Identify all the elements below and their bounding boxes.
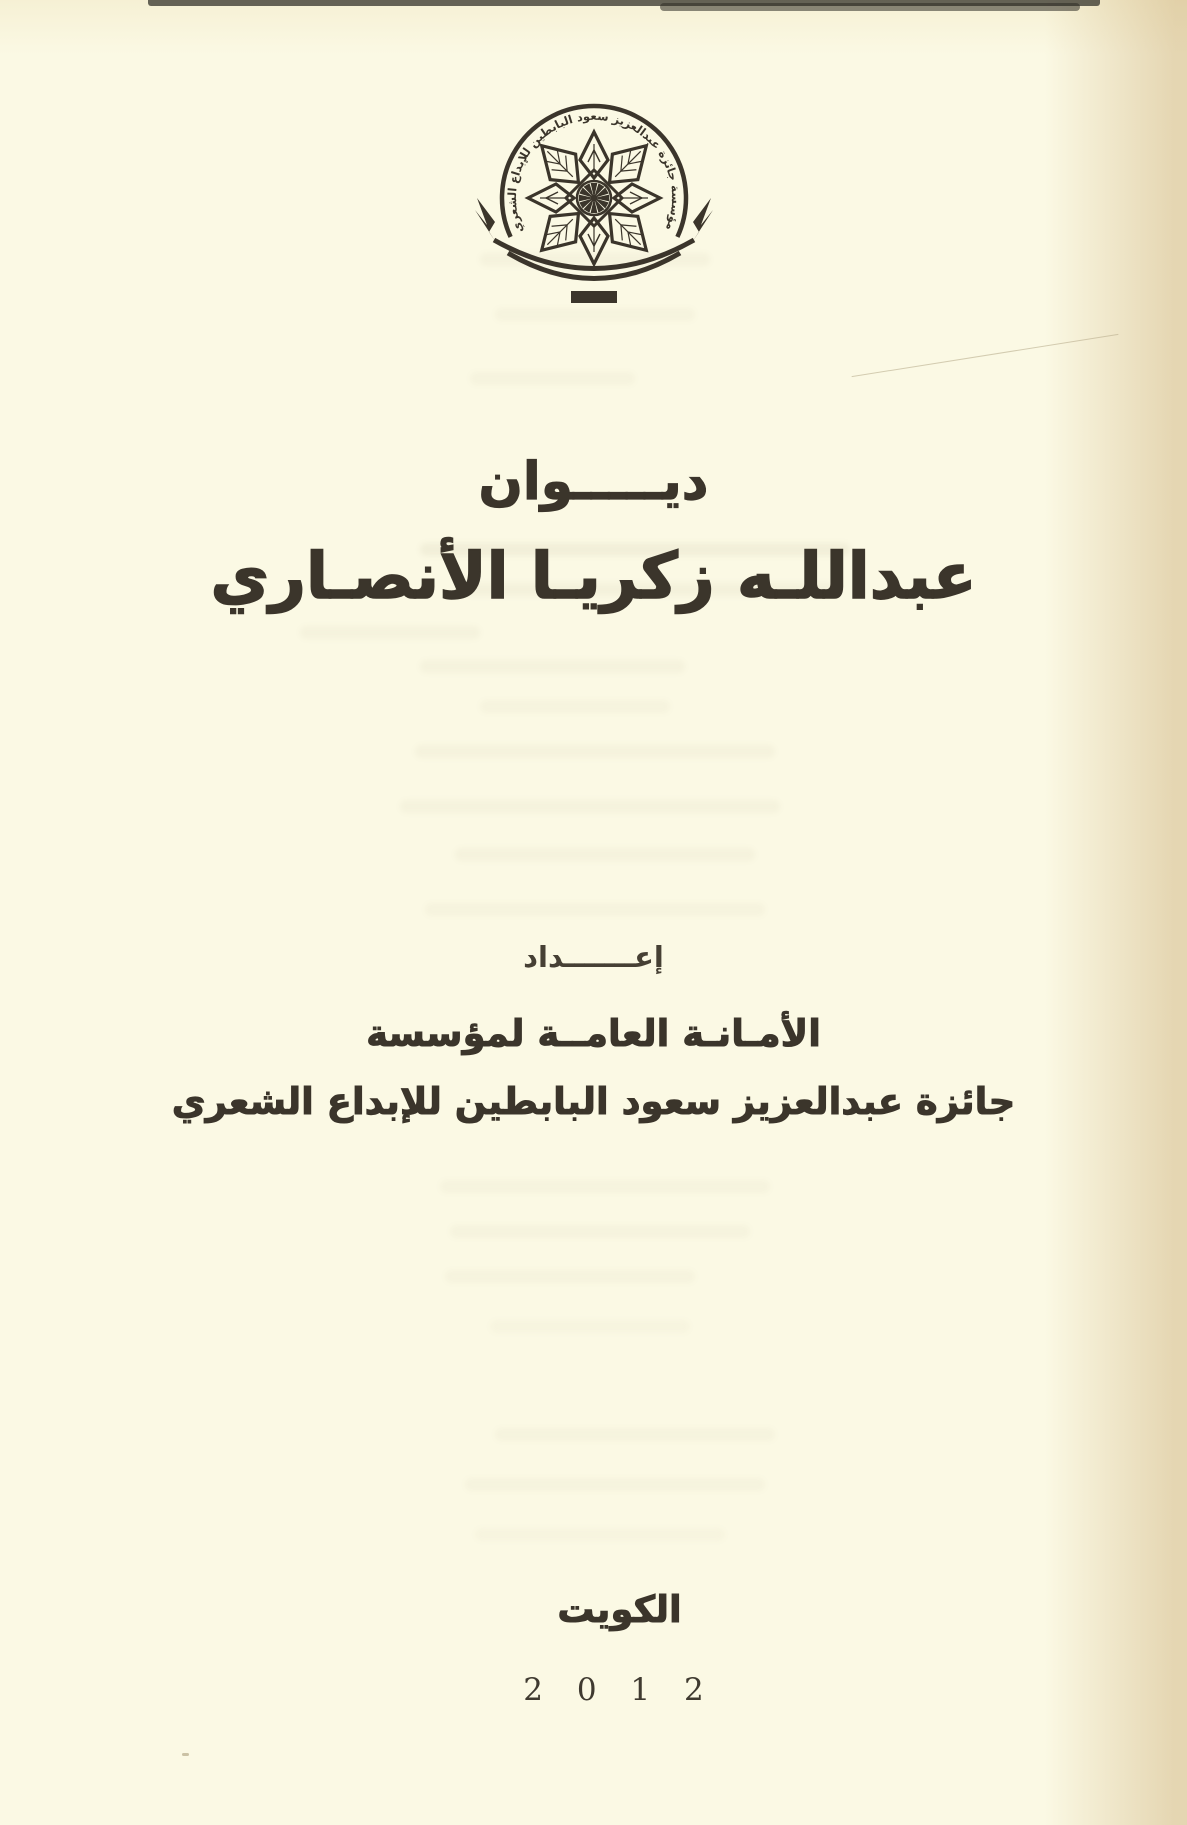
ink-speck-artifact [182,1753,189,1756]
logo-ring-text: مؤسسة جائزة عبدالعزيز سعود البابطين للإبداع الشعري [504,108,683,236]
diwan-label: ديـــــوان [478,452,709,512]
preparer-line-1: الأمـانـة العامــة لمؤسسة [366,1012,821,1055]
book-title-author: عبداللـه زكريـا الأنصـاري [210,540,977,614]
bleed-through-artifact [440,1180,770,1193]
logo-emblem-icon [444,98,744,320]
logo-finial-left [475,198,497,244]
bleed-through-artifact [425,903,765,916]
bleed-through-artifact [465,1478,765,1491]
bleed-through-artifact [415,745,775,758]
scan-edge-artifact [660,3,1080,11]
bleed-through-artifact [450,1225,750,1238]
bleed-through-artifact [445,1270,695,1283]
bleed-through-artifact [490,1320,690,1333]
place-label: الكويت [557,1588,682,1631]
prepared-by-label: إعـــــــداد [523,940,664,974]
year-label: 2 0 1 2 [523,1672,716,1708]
bleed-through-artifact [400,800,780,813]
preparer-line-2: جائزة عبدالعزيز سعود البابطين للإبداع الشعري [171,1080,1016,1123]
bleed-through-artifact [420,660,685,673]
logo-finial-right [691,198,713,244]
bleed-through-artifact [455,848,755,861]
bleed-through-artifact [470,372,635,385]
page-crease-artifact [852,334,1119,377]
bleed-through-artifact [475,1528,725,1541]
babtain-foundation-logo [444,98,744,320]
bleed-through-artifact [300,626,480,639]
bleed-through-artifact [495,1428,775,1441]
bleed-through-artifact [480,700,670,713]
